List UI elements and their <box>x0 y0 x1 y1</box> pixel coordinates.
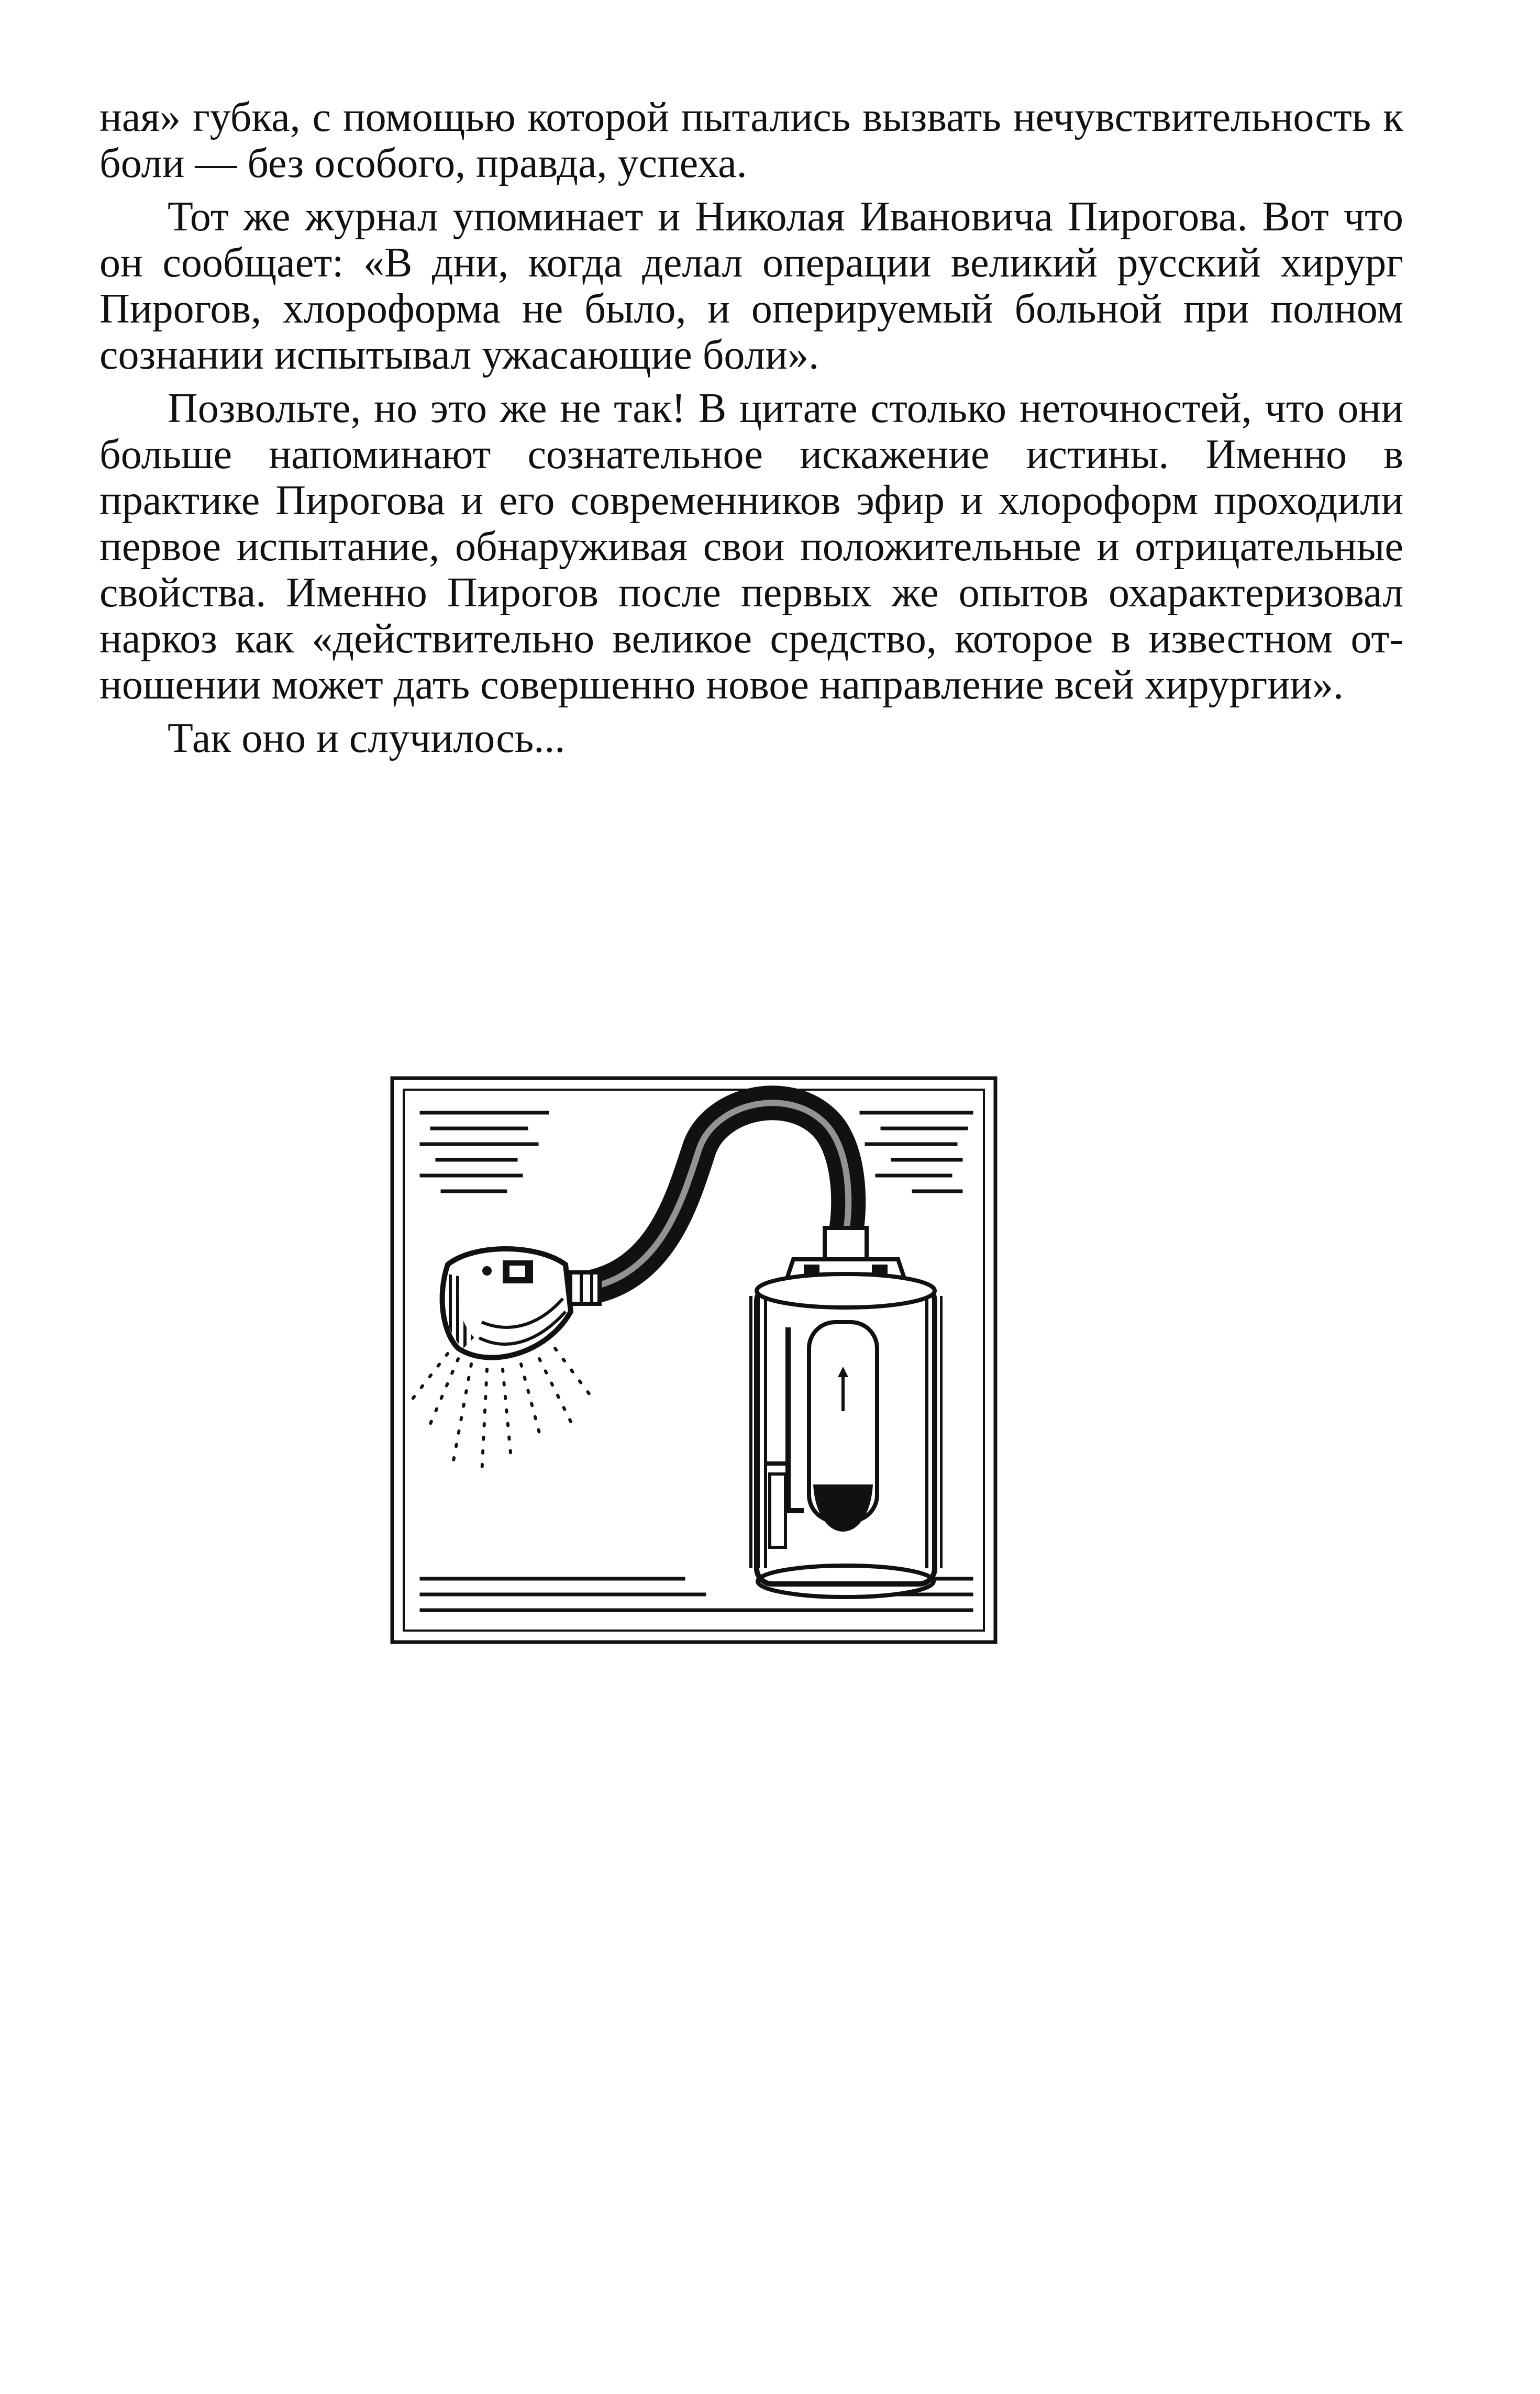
illustration-svg <box>390 1076 998 1644</box>
paragraph-4: Так оно и случилось... <box>168 715 566 761</box>
paragraph-2: Тот же журнал упоминает и Николая Ивановича Пирогова. Вот что он сообщает: «В дни, когда делал операции великий русский хирург Пирогов, хлороформа не было, и оперируемый больной при полном сознании испытывал ужасающие боли». <box>99 194 1403 378</box>
ether-inhaler-illustration-icon <box>390 1076 998 1644</box>
body-text <box>99 94 1403 769</box>
paragraph-1: ная» губка, с помощью которой пытались вызвать нечувствительность к боли — без особого, правда, успеха. <box>99 94 1403 186</box>
paragraph-3: Позвольте, но это же не так! В цитате столько неточностей, что они больше напоминают сознательное искажение истины. Именно в практике Пирогова и его современников эфир и хлороформ проходили первое испытание, обнаруживая свои положительные и отрицательные свойства. Именно Пирогов после первых же опытов охарактеризовал наркоз как «действительно великое средство, которое в известном отношении может дать совершенно новое направление всей хирургии». <box>99 385 1403 708</box>
jar-neck <box>825 1228 867 1259</box>
